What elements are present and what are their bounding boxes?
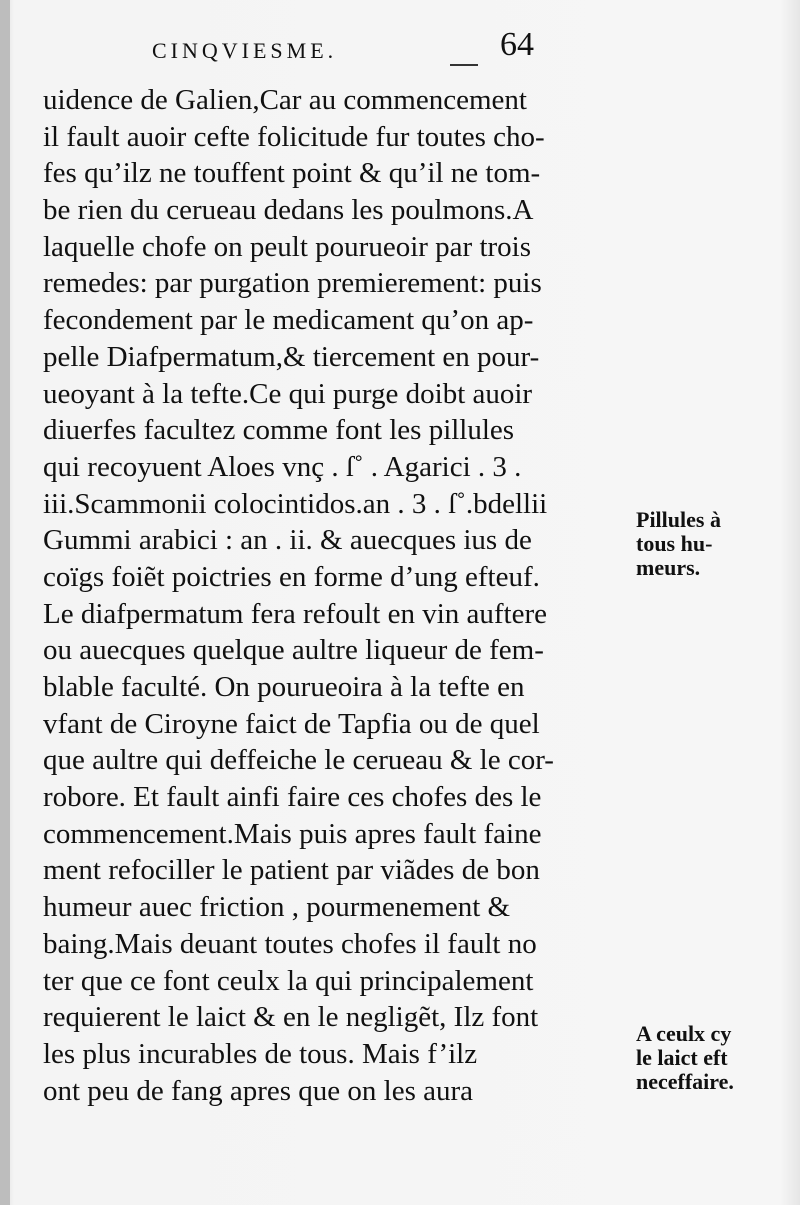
text-line: il fault auoir cefte folicitude fur toutes cho- xyxy=(43,120,545,153)
margin-note-line: Pillules à xyxy=(636,508,721,532)
margin-note-line: tous hu- xyxy=(636,532,713,556)
text-line: remedes: par purgation premierement: puis xyxy=(43,267,542,300)
page-header xyxy=(0,20,800,70)
text-line: ont peu de fang apres que on les aura xyxy=(43,1074,474,1107)
text-line: be rien du cerueau dedans les poulmons.A xyxy=(43,194,534,227)
text-line: Gummi arabici : an . ii. & auecques ius de xyxy=(43,524,532,557)
header-rule xyxy=(450,64,478,66)
text-line: laquelle chofe on peult pourueoir par trois xyxy=(43,230,532,263)
text-line: ment refociller le patient par viãdes de bon xyxy=(43,854,540,887)
text-line: coïgs foiẽt poictries en forme d’ung efteuf. xyxy=(43,560,540,593)
text-line: requierent le laict & en le negligẽt, Ilz font xyxy=(43,1001,539,1034)
text-line: fecondement par le medicament qu’on ap- xyxy=(43,304,534,337)
text-line: humeur auec friction , pourmenement & xyxy=(43,891,511,924)
margin-note-line: neceffaire. xyxy=(636,1070,734,1094)
text-line: robore. Et fault ainfi faire ces chofes des le xyxy=(43,781,542,814)
text-line: Le diafpermatum fera refoult en vin auftere xyxy=(43,597,548,630)
text-line: qui recoyuent Aloes vnç . ſ˚ . Agarici . 3 . xyxy=(43,450,522,483)
text-line: les plus incurables de tous. Mais f’ilz xyxy=(43,1037,478,1070)
text-line: diuerfes facultez comme font les pillules xyxy=(43,414,515,447)
text-line: fes qu’ilz ne touffent point & qu’il ne tom- xyxy=(43,157,541,190)
text-line: vfant de Ciroyne faict de Tapfia ou de quel xyxy=(43,707,540,740)
page-number: 64 xyxy=(500,26,534,63)
text-line: baing.Mais deuant toutes chofes il fault no xyxy=(43,927,537,960)
running-head: CINQVIESME. xyxy=(152,38,338,63)
margin-note-laict xyxy=(636,1022,796,1094)
text-line: que aultre qui deffeiche le cerueau & le cor- xyxy=(43,744,554,777)
margin-note-line: meurs. xyxy=(636,556,701,580)
text-line: ueoyant à la tefte.Ce qui purge doibt auoir xyxy=(43,377,533,410)
text-line: blable faculté. On pourueoira à la tefte en xyxy=(43,671,525,703)
text-line: pelle Diafpermatum,& tiercement en pour- xyxy=(43,340,540,373)
text-line: ou auecques quelque aultre liqueur de fem- xyxy=(43,634,544,667)
margin-note-pillules xyxy=(636,508,796,580)
text-line: commencement.Mais puis apres fault faine xyxy=(43,817,542,850)
text-line: iii.Scammonii colocintidos.an . 3 . ſ˚.bdellii xyxy=(43,487,548,520)
text-line: uidence de Galien,Car au commencement xyxy=(43,84,527,116)
margin-note-line: A ceulx cy xyxy=(636,1022,732,1046)
main-text-block xyxy=(43,82,633,1109)
margin-note-line: le laict eft xyxy=(636,1046,728,1070)
text-line: ter que ce font ceulx la qui principalement xyxy=(43,964,534,997)
page-spine-shadow xyxy=(0,0,10,1205)
